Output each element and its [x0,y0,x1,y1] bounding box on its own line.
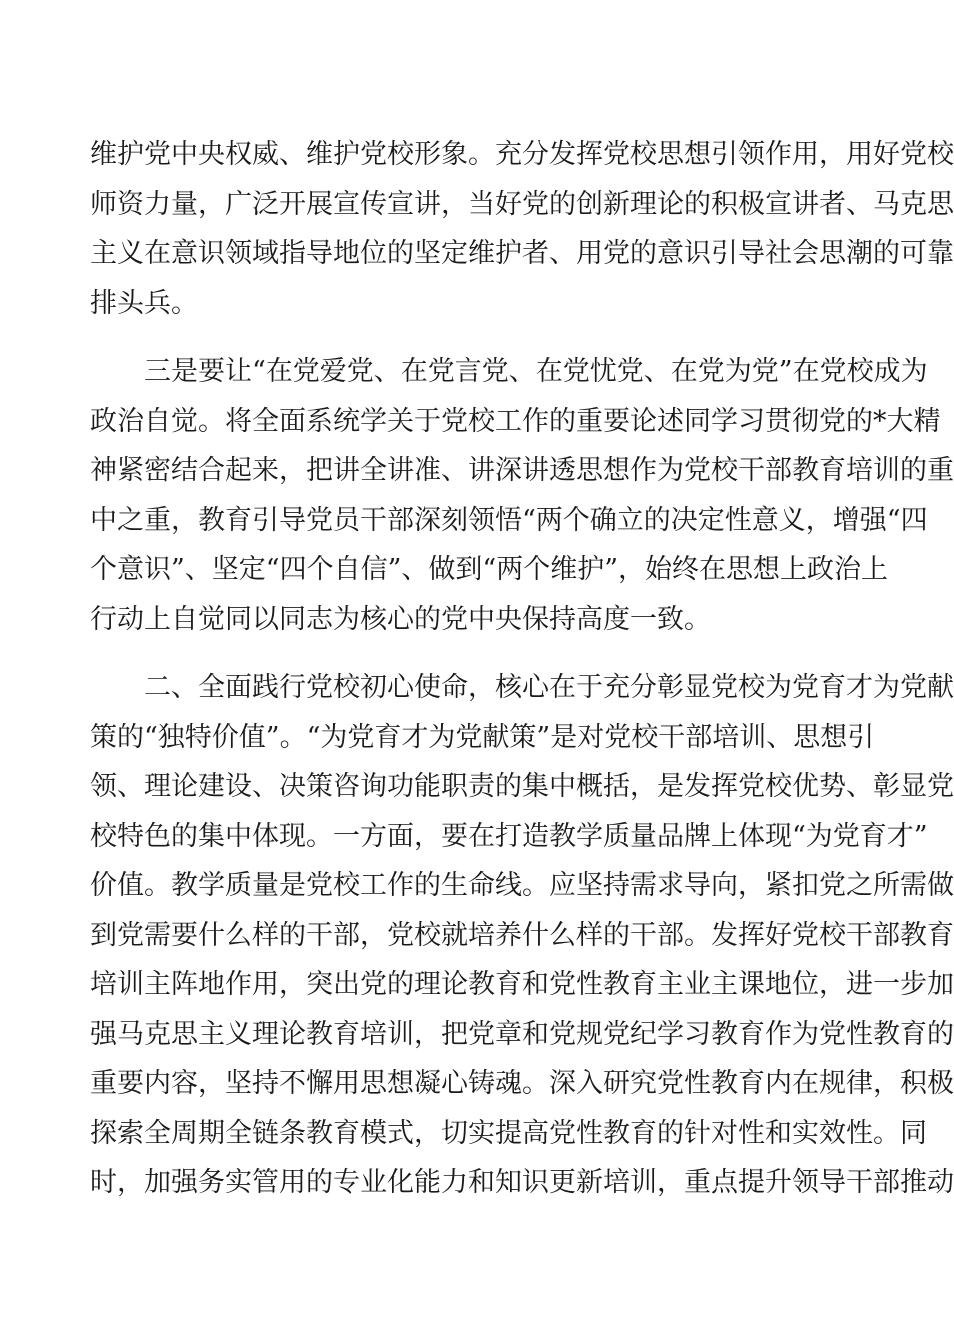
paragraph-line: 时，加强务实管用的专业化能力和知识更新培训，重点提升领导干部推动 [90,1167,954,1198]
paragraph-line: 价值。教学质量是党校工作的生命线。应坚持需求导向，紧扣党之所需做 [90,870,954,901]
paragraph-line: 维护党中央权威、维护党校形象。充分发挥党校思想引领作用，用好党校 [90,139,954,170]
paragraph-spacer [90,644,860,663]
paragraph-line: 到党需要什么样的干部，党校就培养什么样的干部。发挥好党校干部教育 [90,919,954,951]
paragraph-line: 神紧密结合起来，把讲全讲准、讲深讲透思想作为党校干部教育培训的重 [90,455,954,486]
paragraph-line: 校特色的集中体现。一方面，要在打造教学质量品牌上体现“为党育才” [90,820,928,852]
paragraph-3 [90,663,954,1208]
paragraph-2 [90,347,954,644]
paragraph-line: 个意识”、坚定“四个自信”、做到“两个维护”，始终在思想上政治上 [90,554,889,585]
paragraph-line: 强马克思主义理论教育培训，把党章和党规党纪学习教育作为党性教育的 [90,1018,954,1050]
paragraph-line: 中之重，教育引导党员干部深刻领悟“两个确立的决定性意义，增强“四 [90,504,928,536]
paragraph-line: 策的“独特价值”。“为党育才为党献策”是对党校干部培训、思想引 [90,721,875,753]
paragraph-line: 政治自觉。将全面系统学关于党校工作的重要论述同学习贯彻党的*大精 [90,405,941,437]
paragraph-line: 排头兵。 [90,287,198,319]
paragraph-line: 三是要让“在党爱党、在党言党、在党忧党、在党为党”在党校成为 [144,356,928,387]
paragraph-line: 师资力量，广泛开展宣传宣讲，当好党的创新理论的积极宣讲者、马克思 [90,188,954,220]
paragraph-spacer [90,328,860,347]
paragraph-line: 探索全周期全链条教育模式，切实提高党性教育的针对性和实效性。同 [90,1117,927,1149]
paragraph-line: 培训主阵地作用，突出党的理论教育和党性教育主业主课地位，进一步加 [90,969,954,1000]
paragraph-1 [90,130,954,328]
paragraph-line: 重要内容，坚持不懈用思想凝心铸魂。深入研究党性教育内在规律，积极 [90,1068,954,1099]
paragraph-line: 主义在意识领域指导地位的坚定维护者、用党的意识引导社会思潮的可靠 [90,238,954,269]
paragraph-line: 领、理论建设、决策咨询功能职责的集中概括，是发挥党校优势、彰显党 [90,771,954,802]
paragraph-line: 二、全面践行党校初心使命，核心在于充分彰显党校为党育才为党献 [144,672,954,703]
document-body [90,130,954,1208]
paragraph-line: 行动上自觉同以同志为核心的党中央保持高度一致。 [90,603,711,635]
